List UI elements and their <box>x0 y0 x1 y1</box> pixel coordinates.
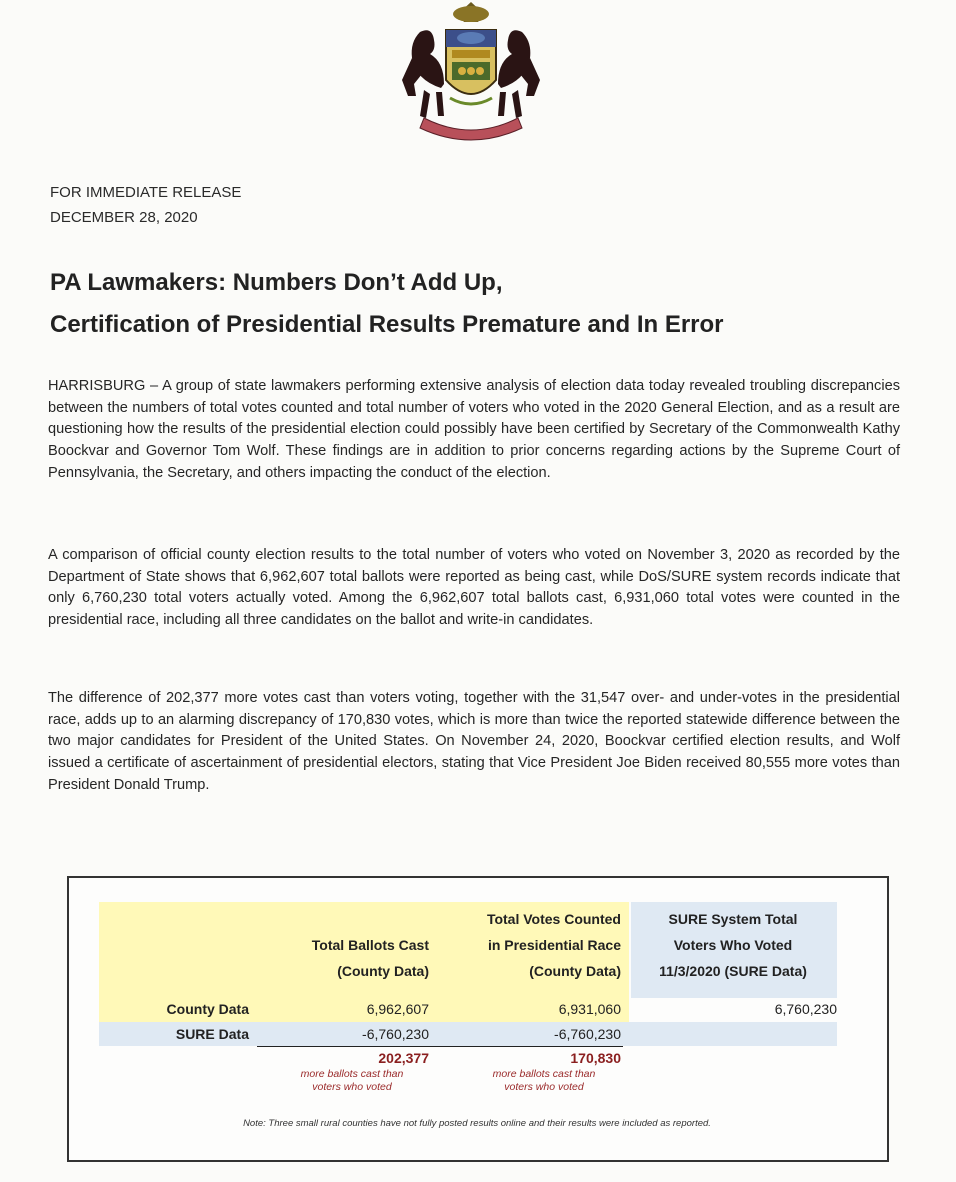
release-date: DECEMBER 28, 2020 <box>50 209 198 226</box>
row-sure-label: SURE Data <box>175 1026 249 1042</box>
headline-line-2: Certification of Presidential Results Premature and In Error <box>50 311 724 338</box>
ballots-difference-note: more ballots cast than voters who voted <box>300 1068 404 1093</box>
release-info <box>50 180 241 230</box>
table-footnote: Note: Three small rural counties have not fully posted results online and their results were included as reported. <box>243 1118 711 1129</box>
col-sure-header: SURE System Total Voters Who Voted 11/3/2020 (SURE Data) <box>659 911 807 979</box>
headline-line-1: PA Lawmakers: Numbers Don’t Add Up, <box>50 269 503 296</box>
sure-ballots: -6,760,230 <box>362 1026 429 1042</box>
paragraph-2: A comparison of official county election results to the total number of voters who voted on November 3, 2020 as recorded by the Department of State shows that 6,962,607 total ballots were reported as being cast, while DoS/SURE system records indicate that only 6,760,230 total voters actually voted. Among the 6,962,607 total ballots cast, 6,931,060 total votes were counted in the presidential race, including all three candidates on the ballot and write-in candidates. <box>48 547 900 629</box>
votes-difference: 170,830 <box>570 1050 621 1066</box>
county-votes: 6,931,060 <box>558 1001 621 1017</box>
row-county-label: County Data <box>166 1001 249 1017</box>
col-votes-header: Total Votes Counted in Presidential Race (County Data) <box>486 911 621 979</box>
col-ballots-header: Total Ballots Cast (County Data) <box>311 937 429 979</box>
paragraph-3: The difference of 202,377 more votes cast than voters voting, together with the 31,547 over- and under-votes in the presidential race, adds up to an alarming discrepancy of 170,830 votes, which is more than twice the reported statewide difference between the two major candidates for President of the United States. On November 24, 2020, Boockvar certified election results, and Wolf issued a certificate of ascertainment of presidential electors, stating that Vice President Joe Biden received 80,555 more votes than President Donald Trump. <box>48 690 900 793</box>
release-label: FOR IMMEDIATE RELEASE <box>50 184 242 201</box>
sure-votes: -6,760,230 <box>554 1026 621 1042</box>
sum-rule <box>257 1046 623 1047</box>
pennsylvania-coat-of-arms-icon <box>346 0 596 150</box>
county-ballots: 6,962,607 <box>366 1001 429 1017</box>
votes-difference-note: more ballots cast than voters who voted <box>492 1068 596 1093</box>
headline <box>50 262 724 346</box>
paragraph-1: HARRISBURG – A group of state lawmakers performing extensive analysis of election data today revealed troubling discrepancies between the numbers of total votes counted and total number of voters who voted in the 2020 General Election, and as a result are questioning how the results of the presidential election could possibly have been certified by Secretary of the Commonwealth Kathy Boockvar and Governor Tom Wolf. These findings are in addition to prior concerns regarding actions by the Supreme Court of Pennsylvania, the Secretary, and others impacting the conduct of the election. <box>48 378 900 481</box>
ballots-difference: 202,377 <box>378 1050 429 1066</box>
county-sure: 6,760,230 <box>774 1001 837 1017</box>
